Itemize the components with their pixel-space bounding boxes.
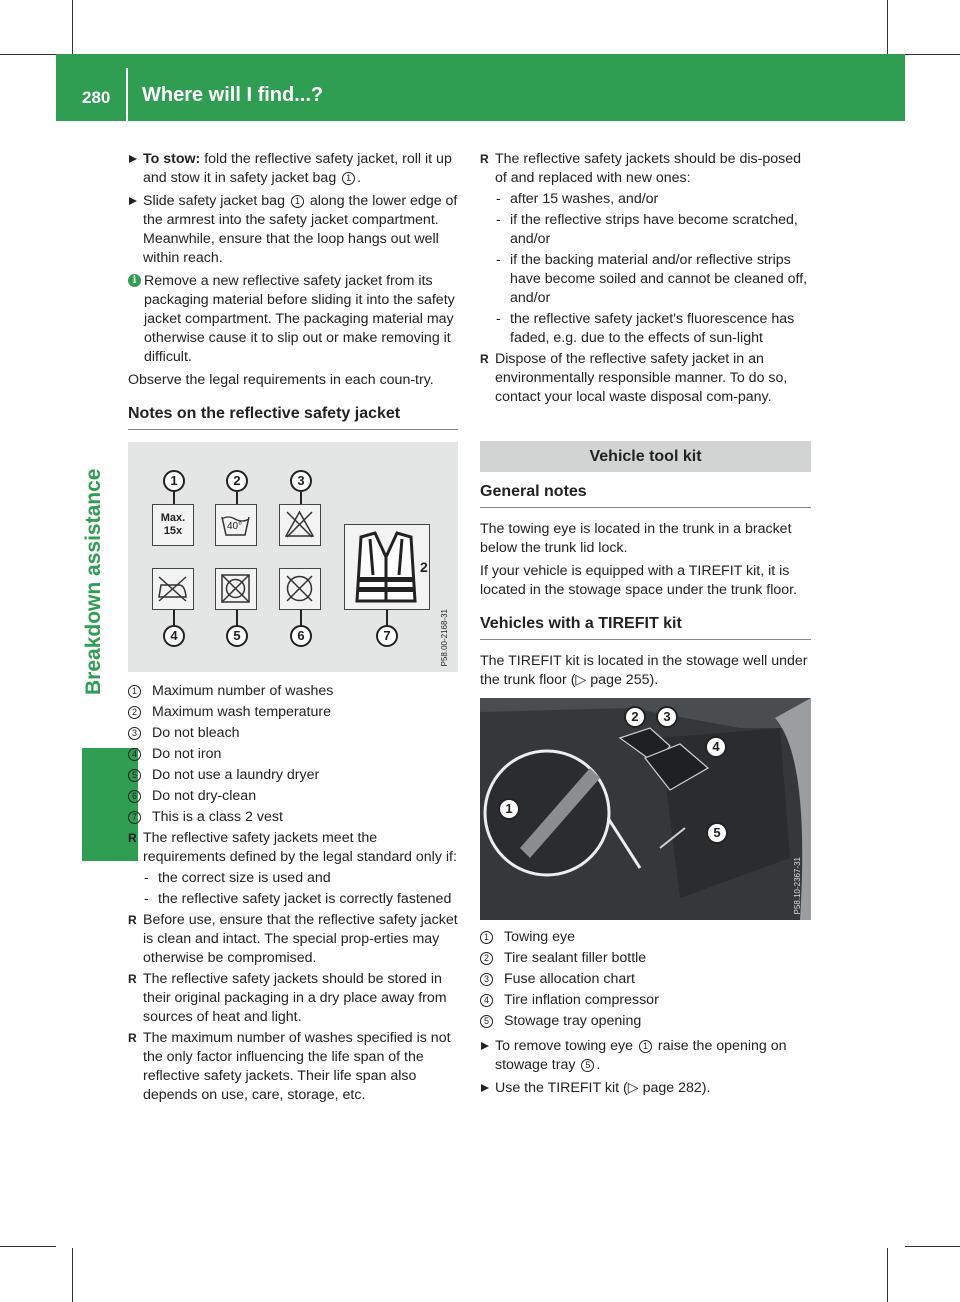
bullet-item: R The reflective safety jackets meet the requirements defined by the legal standard only if:: [128, 829, 458, 867]
instruction-step: To stow: fold the reflective safety jacket, roll it up and stow it in safety jacket bag 1 .: [128, 150, 458, 188]
dash-item: - the reflective safety jacket's fluorescence has faded, e.g. due to the effects of sun-light: [480, 310, 811, 348]
legend-item: 7 This is a class 2 vest: [128, 808, 458, 827]
figure-code: P58.10-2367-31: [793, 856, 802, 914]
no-bleach-icon: [279, 504, 321, 546]
header-divider: [126, 68, 128, 121]
no-dry-clean-icon: [279, 568, 321, 610]
figure-legend: [128, 682, 458, 827]
callout-1: 1: [163, 470, 185, 492]
crop-mark: [887, 0, 888, 54]
callout-2: 2: [226, 470, 248, 492]
crop-mark: [887, 1248, 888, 1302]
crop-mark: [0, 1246, 56, 1247]
left-column: [128, 150, 458, 1107]
info-note: i Remove a new reflective safety jacket from its packaging material before sliding it into the safety jacket compartment. The packaging material may otherwise cause it to slip out or make removing it difficult.: [128, 272, 458, 367]
crop-mark: [905, 1246, 960, 1247]
dash-item: - the reflective safety jacket is correctly fastened: [128, 890, 458, 909]
bullet-item: R Before use, ensure that the reflective safety jacket is clean and intact. The special prop-erties may otherwise be compromised.: [128, 911, 458, 968]
callout-3: 3: [656, 706, 678, 728]
crop-mark: [905, 54, 960, 55]
dash-item: - if the backing material and/or reflective strips have become soiled and cannot be cleaned off, and/or: [480, 251, 811, 308]
page-reference-link[interactable]: page 282: [642, 1080, 702, 1096]
paragraph: Observe the legal requirements in each coun-try.: [128, 372, 434, 388]
bullet-item: R The reflective safety jackets should be dis-posed of and replaced with new ones:: [480, 150, 811, 188]
legend-item: 5 Do not use a laundry dryer: [128, 766, 458, 785]
callout-4: 4: [705, 736, 727, 758]
dash-item: - the correct size is used and: [128, 869, 458, 888]
page-reference-link[interactable]: page 255: [590, 672, 650, 688]
bullet-item: R The maximum number of washes specified is not the only factor influencing the life span of the reflective safety jackets. Their life span also depends on use, care, storage, etc.: [128, 1029, 458, 1105]
crop-mark: [0, 54, 56, 55]
section-title-box: Vehicle tool kit: [480, 441, 811, 472]
legend-item: 5 Stowage tray opening: [480, 1012, 811, 1031]
callout-5: 5: [226, 625, 248, 647]
instruction-step: To remove towing eye 1 raise the opening on stowage tray 5 .: [480, 1037, 811, 1075]
callout-4: 4: [163, 625, 185, 647]
no-tumble-dry-icon: [215, 568, 257, 610]
dash-item: - after 15 washes, and/or: [480, 190, 811, 209]
callout-7: 7: [376, 625, 398, 647]
page-ref-arrow-icon: ▷: [627, 1080, 639, 1096]
crop-mark: [72, 0, 73, 54]
paragraph: The towing eye is located in the trunk in a bracket below the trunk lid lock.: [480, 521, 792, 556]
instruction-step: Use the TIREFIT kit (▷ page 282).: [480, 1079, 811, 1098]
callout-6: 6: [290, 625, 312, 647]
bullet-item: R Dispose of the reflective safety jacket in an environmentally responsible manner. To do so, contact your local waste disposal com-pany.: [480, 350, 811, 407]
instruction-step: Slide safety jacket bag 1 along the lower edge of the armrest into the safety jacket compartment. Meanwhile, ensure that the loop hangs out well within reach.: [128, 192, 458, 268]
legend-item: 1 Towing eye: [480, 928, 811, 947]
legend-item: 3 Fuse allocation chart: [480, 970, 811, 989]
no-iron-icon: [152, 568, 194, 610]
ref-number: 1: [342, 172, 355, 185]
figure-code: P58.00-2168-31: [440, 608, 449, 666]
vest-class-symbol: [344, 524, 430, 610]
legend-item: 4 Do not iron: [128, 745, 458, 764]
paragraph: The TIREFIT kit is located in the stowage well under the trunk floor (▷ page 255).: [480, 653, 808, 688]
care-label-figure: [128, 442, 458, 672]
crop-mark: [72, 1248, 73, 1302]
page-header: [56, 54, 905, 121]
section-heading: Vehicles with a TIREFIT kit: [480, 614, 811, 640]
legend-item: 2 Maximum wash temperature: [128, 703, 458, 722]
max-washes-symbol: Max. 15x: [152, 504, 194, 546]
info-icon: i: [128, 274, 141, 287]
bullet-item: R The reflective safety jackets should be stored in their original packaging in a dry place away from sources of heat and light.: [128, 970, 458, 1027]
ref-number: 5: [581, 1059, 594, 1072]
ref-number: 1: [639, 1040, 652, 1053]
sidebar-section-label: Breakdown assistance: [82, 468, 105, 695]
callout-5: 5: [706, 822, 728, 844]
wash-temperature-icon: 40°: [215, 504, 257, 546]
callout-1: 1: [498, 798, 520, 820]
paragraph: If your vehicle is equipped with a TIREFIT kit, it is located in the stowage space under the trunk floor.: [480, 563, 798, 598]
legend-item: 1 Maximum number of washes: [128, 682, 458, 701]
dash-item: - if the reflective strips have become scratched, and/or: [480, 211, 811, 249]
ref-number: 1: [291, 195, 304, 208]
legend-item: 4 Tire inflation compressor: [480, 991, 811, 1010]
trunk-figure: [480, 698, 811, 920]
legend-item: 3 Do not bleach: [128, 724, 458, 743]
vest-class-number: 2: [420, 559, 428, 575]
callout-2: 2: [624, 706, 646, 728]
figure-legend: [480, 928, 811, 1031]
right-column: [480, 150, 811, 1102]
page-ref-arrow-icon: ▷: [575, 672, 587, 688]
callout-3: 3: [290, 470, 312, 492]
section-heading: General notes: [480, 482, 811, 508]
page-title: Where will I find...?: [142, 84, 324, 106]
step-bold-label: To stow:: [143, 151, 201, 167]
legend-item: 6 Do not dry-clean: [128, 787, 458, 806]
page-number: 280: [82, 88, 111, 107]
legend-item: 2 Tire sealant filler bottle: [480, 949, 811, 968]
section-heading: Notes on the reflective safety jacket: [128, 404, 458, 430]
